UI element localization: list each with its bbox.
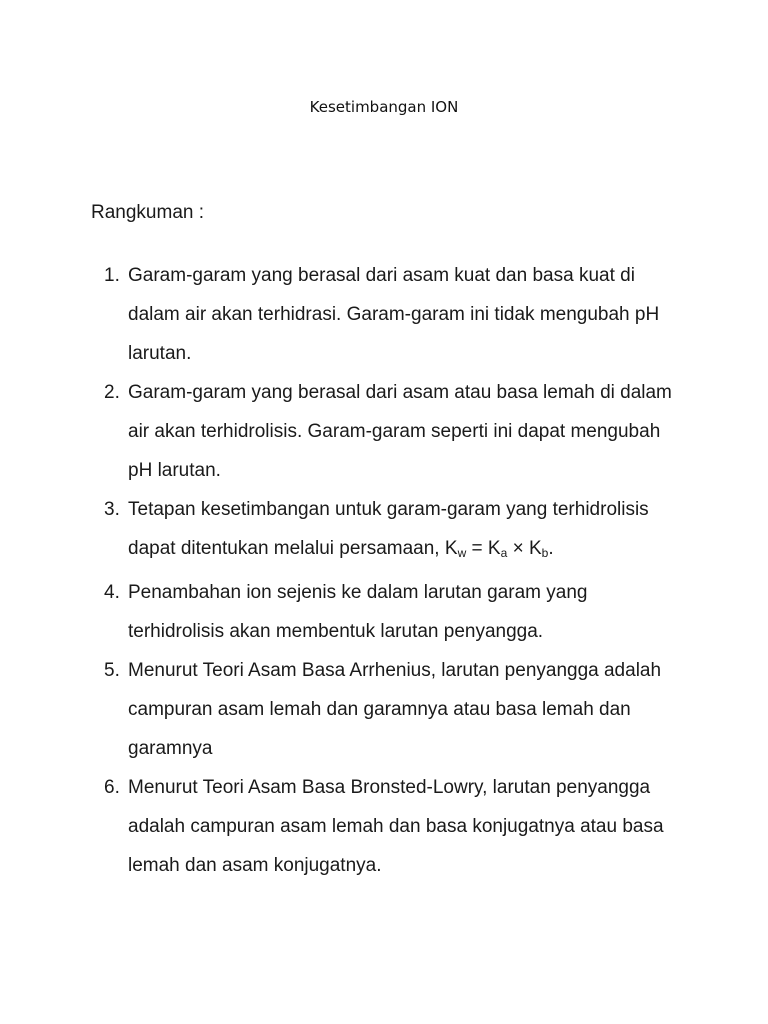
formula-sub-b: b [541,546,549,560]
summary-list [100,256,680,885]
item-text: Menurut Teori Asam Basa Arrhenius, larutan penyangga adalah campuran asam lemah dan garamnya atau basa lemah dan garamnya [128,660,662,759]
formula-sub-a: a [500,546,508,560]
formula-k: K [528,538,542,559]
item-text: Penambahan ion sejenis ke dalam larutan garam yang terhidrolisis akan membentuk larutan penyangga. [128,582,588,642]
formula-equals: = [471,538,483,559]
list-item [100,256,680,373]
item-text: Menurut Teori Asam Basa Bronsted-Lowry, larutan penyangga adalah campuran asam lemah dan basa konjugatnya atau basa lemah dan asam konjugatnya. [128,777,664,876]
item-number: 2. [104,382,120,403]
document-title: Kesetimbangan ION [309,98,459,116]
item-text: Garam-garam yang berasal dari asam atau basa lemah di dalam air akan terhidrolisis. Garam-garam seperti ini dapat mengubah pH larutan. [128,382,672,481]
equilibrium-formula [445,538,554,559]
formula-period: . [548,538,554,559]
list-item [100,373,680,490]
formula-k: K [444,538,458,559]
item-number: 4. [104,582,120,603]
item-text: Garam-garam yang berasal dari asam kuat dan basa kuat di dalam air akan terhidrasi. Garam-garam ini tidak mengubah pH larutan. [128,265,660,364]
list-item [100,490,680,573]
item-number: 3. [104,499,120,520]
item-number: 5. [104,660,120,681]
summary-heading: Rangkuman : [91,202,205,223]
list-item [100,573,680,651]
list-item [100,768,680,885]
formula-k: K [487,538,501,559]
formula-times: × [512,538,524,559]
list-item [100,651,680,768]
formula-sub-w: w [457,546,467,560]
item-number: 6. [104,777,120,798]
item-text: Tetapan kesetimbangan untuk garam-garam yang terhidrolisis dapat ditentukan melalui persamaan, [128,499,649,559]
item-number: 1. [104,265,120,286]
